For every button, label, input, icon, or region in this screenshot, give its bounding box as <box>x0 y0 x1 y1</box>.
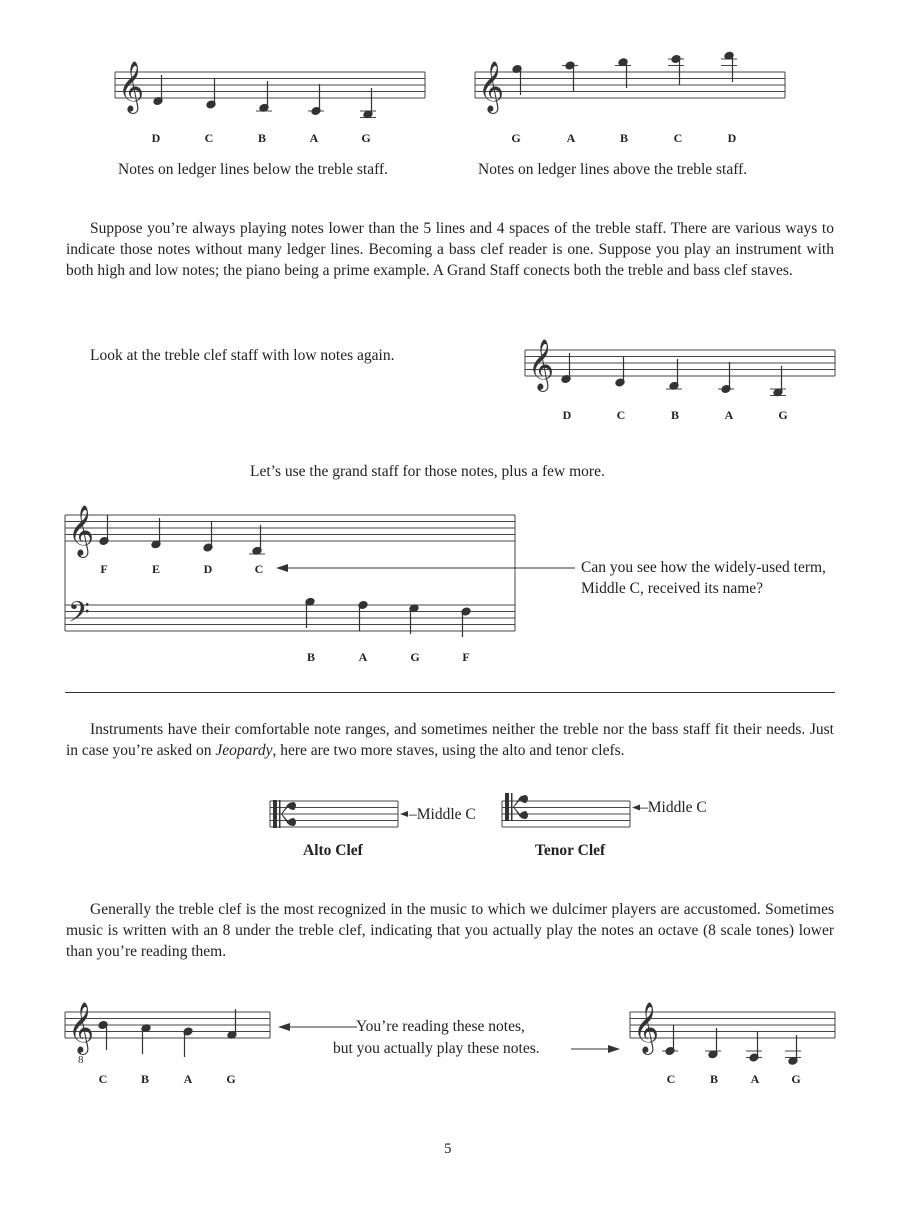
arrow-head-icon <box>400 811 408 817</box>
page-number: 5 <box>444 1141 452 1157</box>
note-label: C <box>666 1072 676 1086</box>
arrow-head-icon <box>632 805 640 811</box>
grand-staff <box>60 505 520 645</box>
note-label: B <box>140 1072 149 1086</box>
note-label: D <box>727 131 737 145</box>
note-label: C <box>616 408 626 422</box>
caption-ledger-above: Notes on ledger lines above the treble staff. <box>478 161 748 178</box>
treble-clef-icon: 𝄞 <box>633 1002 660 1053</box>
dash-icon: – <box>640 799 648 816</box>
paragraph-text: Suppose you’re always playing notes lower than the 5 lines and 4 spaces of the treble staff. There are various ways to indicate those notes without many ledger lines. Becoming a bass clef reader is one. Suppose you play an instrument with both high and low notes; the piano being a prime example. A Grand Staff conects both the treble and bass clef staves. <box>66 220 834 279</box>
bass-clef-icon: 𝄢 <box>68 596 90 636</box>
octave-mark: 8 <box>78 1054 84 1066</box>
paragraph-text: Generally the treble clef is the most recognized in the music to which we dulcimer players are accustomed. Sometimes music is written with an 8 under the treble clef, indicating that you actually play the notes an octave (8 scale tones) lower than you’re reading them. <box>66 901 834 960</box>
reading-text: You’re reading these notes, <box>356 1018 525 1035</box>
look-again-text: Look at the treble clef staff with low notes again. <box>90 347 395 364</box>
caption-ledger-below: Notes on ledger lines below the treble staff. <box>118 161 389 178</box>
treble-clef-icon: 𝄞 <box>68 1002 95 1053</box>
note-label: F <box>100 562 108 576</box>
note-label: G <box>778 408 788 422</box>
note-label: E <box>151 562 160 576</box>
note-label: B <box>709 1072 718 1086</box>
staff-ledger-below <box>110 55 430 125</box>
alto-clef-staff <box>266 795 406 835</box>
arrow-right-icon <box>608 1045 620 1053</box>
note-label: C <box>204 131 214 145</box>
middle-c-label: Middle C <box>416 806 476 823</box>
tenor-clef-marker <box>640 799 707 817</box>
note-label: F <box>462 650 470 664</box>
middle-c-question: Can you see how the widely-used term, Middle C, received its name? <box>581 559 826 597</box>
alto-clef-marker <box>409 806 476 824</box>
note-label: G <box>226 1072 236 1086</box>
paragraph-other-clefs <box>66 719 834 761</box>
dash-icon: – <box>409 806 417 823</box>
staff-octave-treble <box>60 1000 275 1070</box>
paragraph-text: , here are two more staves, using the alto and tenor clefs. <box>272 742 625 759</box>
note-label: D <box>562 408 572 422</box>
treble-clef-icon: 𝄞 <box>528 339 555 390</box>
treble-clef-icon: 𝄞 <box>478 61 505 112</box>
note-label: G <box>361 131 371 145</box>
note-label: B <box>257 131 266 145</box>
paragraph-bass-clef <box>66 218 834 281</box>
note-label: B <box>619 131 628 145</box>
arrow-head-icon <box>276 564 288 572</box>
note-label: A <box>724 408 734 422</box>
note-label: D <box>203 562 213 576</box>
note-label: A <box>358 650 368 664</box>
grand-staff-intro: Let’s use the grand staff for those notes, plus a few more. <box>250 463 605 480</box>
paragraph-text: Instruments have their comfortable note ranges, and sometimes neither the treble nor the bass staff fit their needs. Just in case you’re asked on <box>66 721 834 759</box>
note-label: A <box>183 1072 193 1086</box>
staff-ledger-above <box>470 45 790 115</box>
note-label: B <box>670 408 679 422</box>
tenor-clef-staff <box>498 795 638 835</box>
paragraph-octave-treble <box>66 899 834 962</box>
staff-treble-low-again <box>520 333 840 403</box>
treble-clef-icon: 𝄞 <box>68 505 95 556</box>
note-label: B <box>306 650 315 664</box>
note-label: G <box>791 1072 801 1086</box>
tenor-clef-name: Tenor Clef <box>535 842 606 859</box>
treble-clef-icon: 𝄞 <box>118 61 145 112</box>
note-label: G <box>511 131 521 145</box>
note-label: G <box>410 650 420 664</box>
alto-clef-name: Alto Clef <box>303 842 363 859</box>
note-label: C <box>98 1072 108 1086</box>
note-label: C <box>254 562 264 576</box>
note-label: C <box>673 131 683 145</box>
staff-octave-played <box>625 1000 840 1070</box>
note-label: A <box>309 131 319 145</box>
jeopardy-italic: Jeopardy <box>215 742 273 759</box>
note-label: A <box>566 131 576 145</box>
note-label: A <box>750 1072 760 1086</box>
middle-c-label: Middle C <box>647 799 707 816</box>
note-label: D <box>151 131 161 145</box>
playing-text: but you actually play these notes. <box>333 1040 540 1057</box>
section-divider <box>65 692 835 693</box>
